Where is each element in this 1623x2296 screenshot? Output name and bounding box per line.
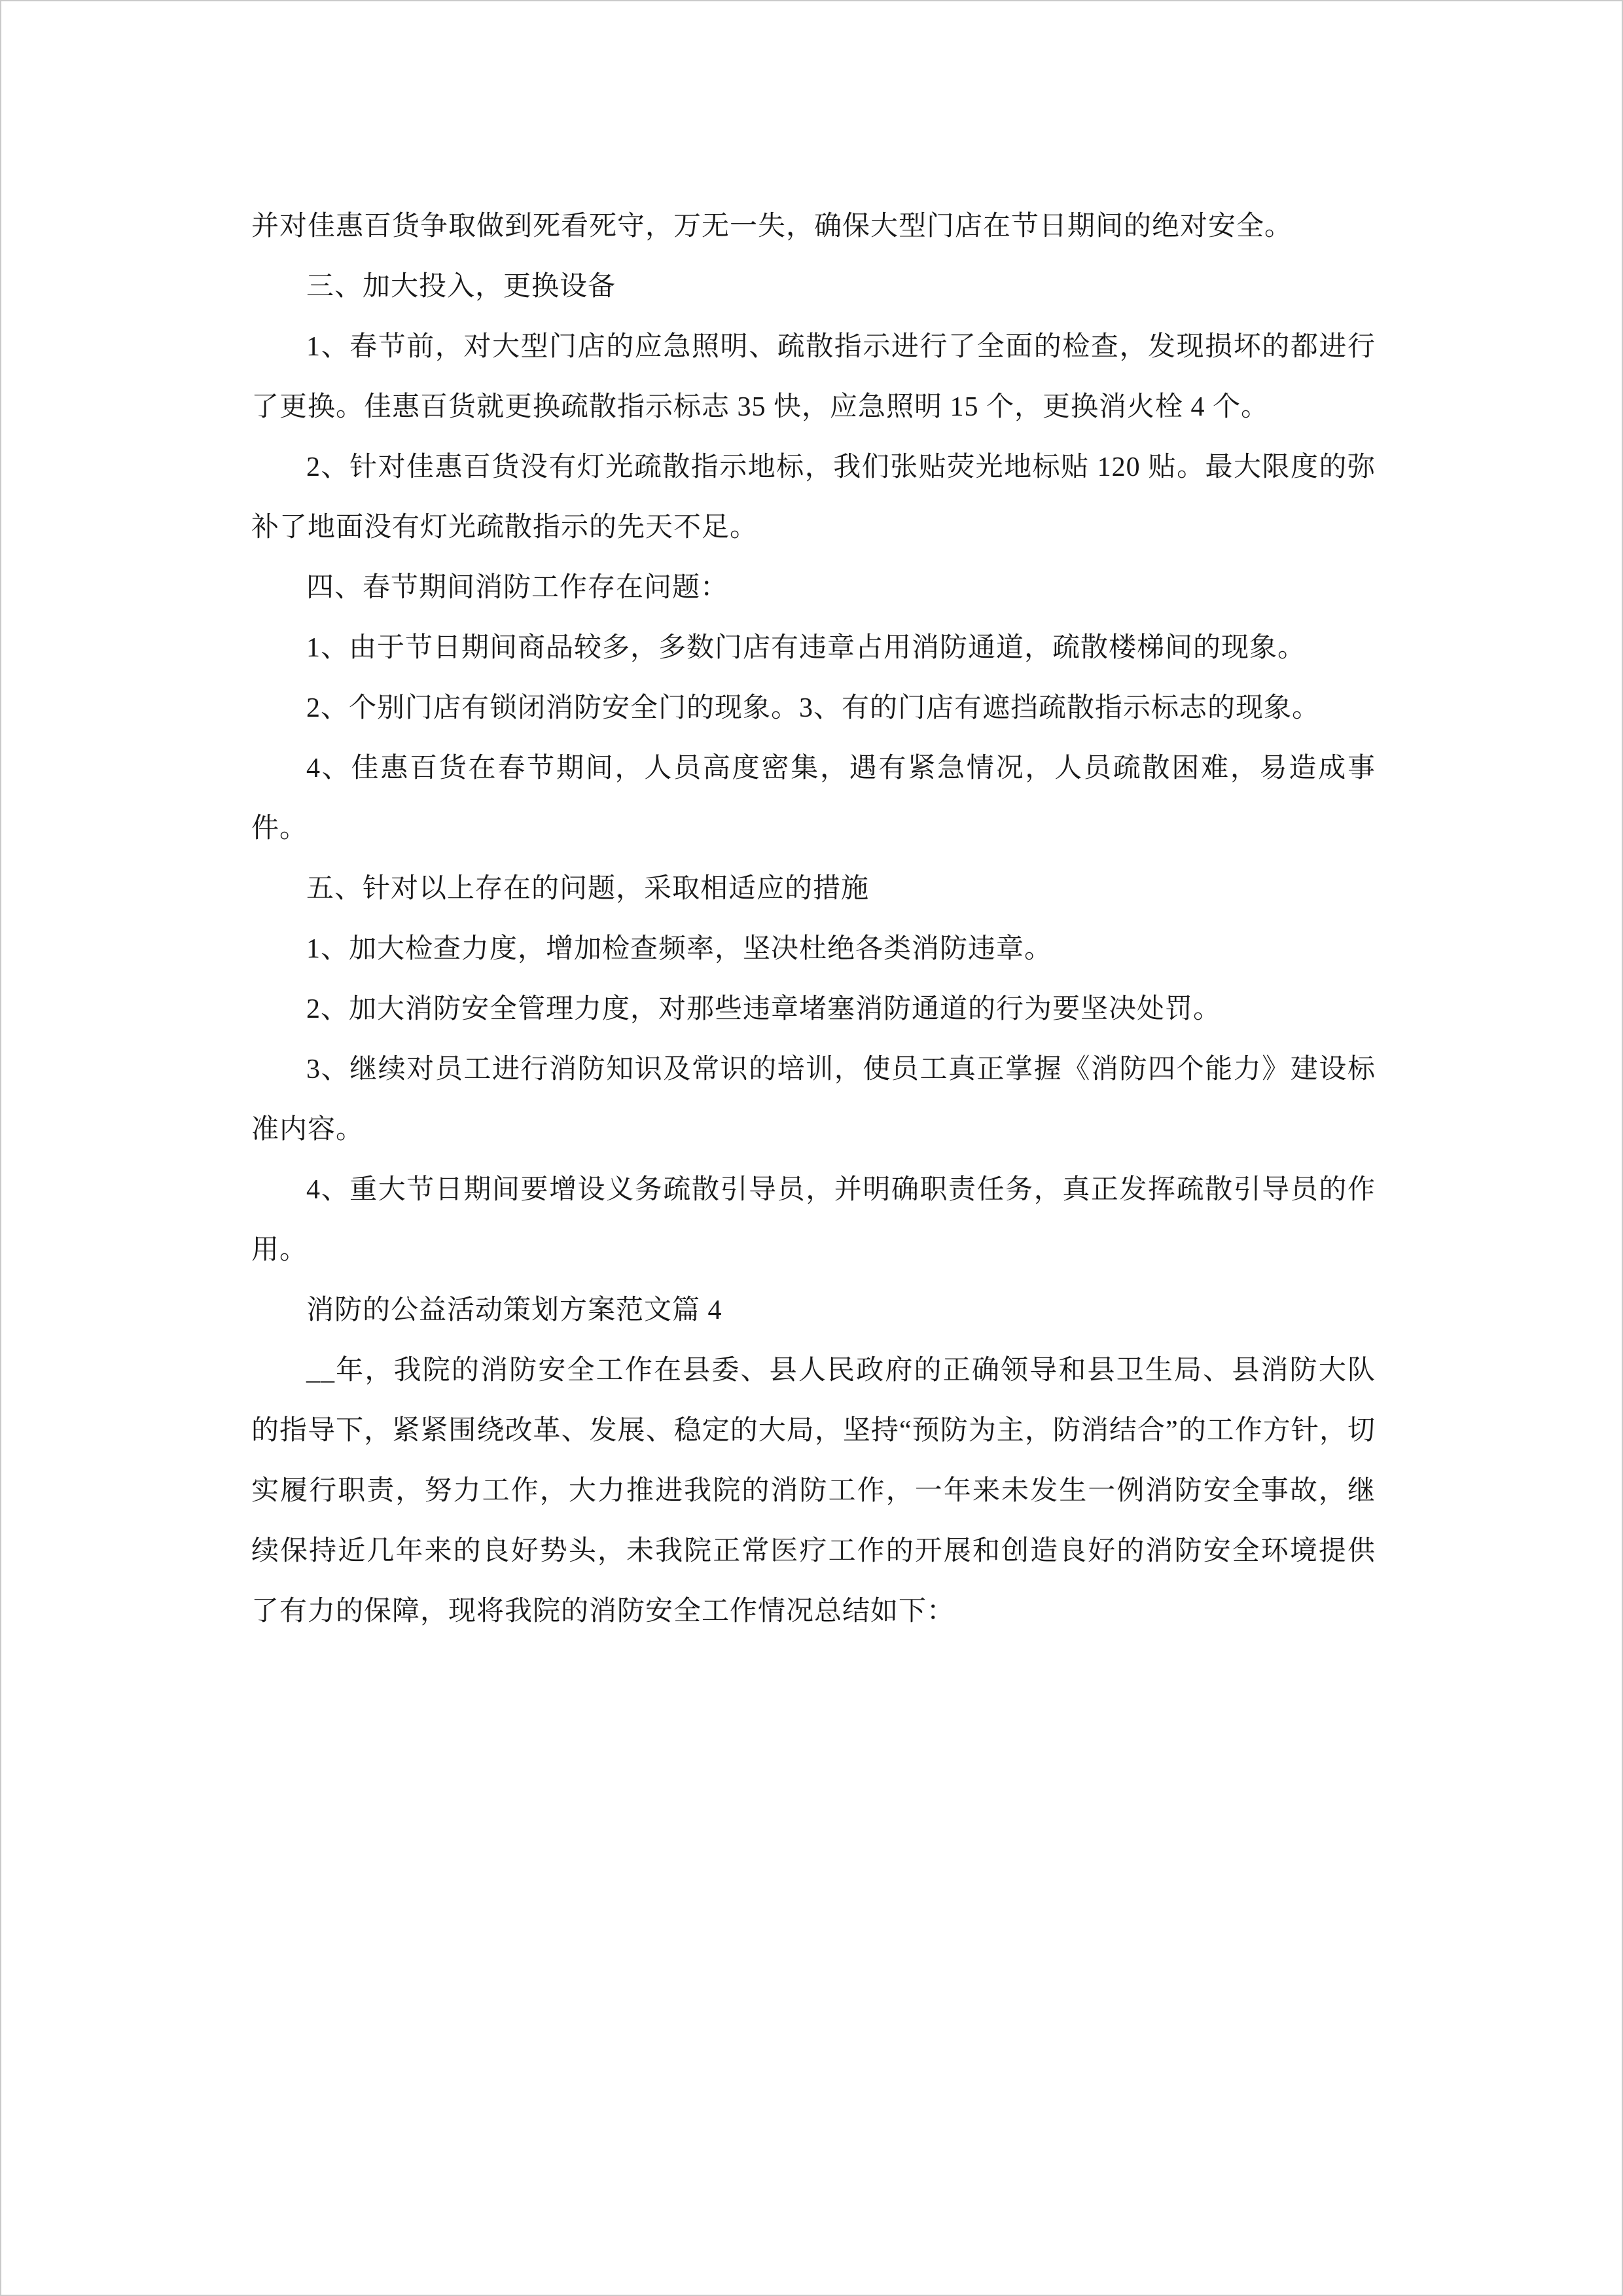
paragraph: 并对佳惠百货争取做到死看死守，万无一失，确保大型门店在节日期间的绝对安全。 — [251, 211, 1293, 242]
paragraph: 4、重大节日期间要增设义务疏散引导员，并明确职责任务，真正发挥疏散引导员的作用。 — [251, 1175, 1376, 1265]
paragraph-section-heading: 三、加大投入，更换设备 — [306, 272, 616, 302]
paragraph: __年，我院的消防安全工作在县委、县人民政府的正确领导和县卫生局、县消防大队的指导下，紧紧围绕改革、发展、稳定的大局，坚持“预防为主，防消结合”的工作方针，切实履行职责，努力工作，大力推进我院的消防工作，一年来未发生一例消防安全事故，继续保持近几年来的良好势头，未我院正常医疗工作的开展和创造良好的消防安全环境提供了有力的保障，现将我院的消防安全工作情况总结如下： — [251, 1355, 1376, 1626]
paragraph: 4、佳惠百货在春节期间，人员高度密集，遇有紧急情况，人员疏散困难，易造成事件。 — [251, 753, 1376, 844]
document-body — [1, 1, 1622, 1641]
paragraph: 2、个别门店有锁闭消防安全门的现象。3、有的门店有遮挡疏散指示标志的现象。 — [306, 693, 1321, 723]
paragraph: 2、加大消防安全管理力度，对那些违章堵塞消防通道的行为要坚决处罚。 — [306, 994, 1222, 1024]
paragraph: 1、春节前，对大型门店的应急照明、疏散指示进行了全面的检查，发现损坏的都进行了更换。佳惠百货就更换疏散指示标志 35 快，应急照明 15 个，更换消火栓 4 个。 — [251, 332, 1376, 422]
paragraph: 1、由于节日期间商品较多，多数门店有违章占用消防通道，疏散楼梯间的现象。 — [306, 633, 1306, 663]
paragraph-section-heading: 四、春节期间消防工作存在问题： — [306, 573, 729, 603]
paragraph-article-title: 消防的公益活动策划方案范文篇 4 — [306, 1295, 722, 1325]
paragraph: 3、继续对员工进行消防知识及常识的培训，使员工真正掌握《消防四个能力》建设标准内容。 — [251, 1054, 1376, 1145]
paragraph: 2、针对佳惠百货没有灯光疏散指示地标，我们张贴荧光地标贴 120 贴。最大限度的弥补了地面没有灯光疏散指示的先天不足。 — [251, 452, 1376, 543]
paragraph: 1、加大检查力度，增加检查频率，坚决杜绝各类消防违章。 — [306, 934, 1053, 964]
paragraph-section-heading: 五、针对以上存在的问题，采取相适应的措施 — [306, 874, 870, 904]
